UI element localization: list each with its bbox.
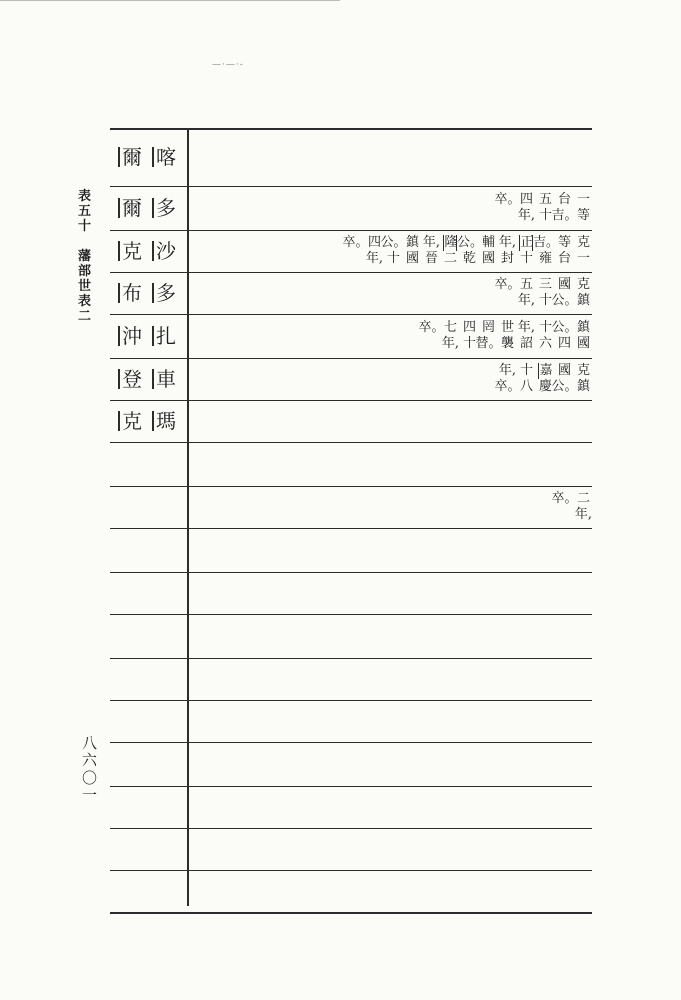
entry-char: 鎮 [576, 320, 590, 335]
entry-char: 卒。 [494, 379, 521, 394]
entry-char: 一 [576, 251, 590, 266]
page-number-char: 八 [82, 734, 98, 752]
table-rule [110, 272, 592, 273]
entry-char: 國 [481, 251, 495, 266]
name-char: 沖 [118, 326, 142, 346]
table-rule [110, 230, 592, 231]
table-rule [110, 128, 592, 130]
entry-char: 年, [422, 235, 441, 250]
entry-column [517, 277, 536, 309]
entry-column [574, 277, 593, 309]
entry-text [342, 235, 593, 267]
entry-column [517, 192, 536, 224]
side-title-char: 五 [78, 203, 92, 219]
name-cell [118, 369, 176, 389]
name-cell [118, 198, 176, 218]
entry-column [551, 277, 578, 309]
entry-char: 十 [386, 251, 400, 266]
name-char: 克 [118, 241, 142, 261]
entry-char: 十 [462, 336, 476, 351]
entry-char: 三 [538, 277, 552, 292]
table-rule [110, 828, 592, 829]
entry-char: 卒。 [418, 320, 445, 335]
table-rule [110, 870, 592, 871]
entry-column [551, 363, 578, 395]
entry-char: 年, [498, 235, 517, 250]
entry-char: 國 [576, 336, 590, 351]
entry-char: 十 [519, 363, 533, 378]
entry-char: 年, [574, 507, 593, 522]
table-rule [110, 528, 592, 529]
entry-char: 一 [576, 192, 590, 207]
entry-char: 年, [517, 208, 536, 223]
name-char: 爾 [118, 198, 142, 218]
table-rule [110, 572, 592, 573]
entry-char: 十 [538, 208, 552, 223]
entry-column [498, 320, 517, 352]
page-number [82, 735, 97, 804]
entry-char: 公。 [551, 320, 578, 335]
entry-char: 鎮 [576, 379, 590, 394]
entry-char: 等 [557, 235, 571, 250]
side-title-char: 部 [78, 263, 92, 279]
side-title-char [82, 235, 87, 250]
name-char: 多 [152, 198, 176, 218]
page-number-char: 六 [82, 751, 98, 770]
table-rule [110, 786, 592, 787]
name-char: 沙 [152, 241, 176, 261]
entry-column [494, 192, 521, 224]
entry-char: 克 [576, 235, 590, 250]
name-cell [118, 411, 176, 431]
entry-column [494, 277, 521, 309]
entry-char: 年, [517, 293, 536, 308]
entry-text [418, 320, 593, 352]
entry-column [555, 235, 574, 267]
entry-char: 世 [500, 320, 514, 335]
entry-char: 卒。 [342, 235, 369, 250]
entry-column [380, 235, 407, 267]
page-number-char: 一 [82, 785, 98, 804]
table-rule [110, 912, 592, 914]
entry-char: 鎮 [576, 293, 590, 308]
entry-text [551, 491, 593, 523]
entry-char: 卒。 [551, 491, 578, 506]
entry-char: 國 [557, 277, 571, 292]
entry-text [494, 277, 593, 309]
entry-char: 七 [443, 320, 457, 335]
entry-column [418, 320, 445, 352]
entry-column [498, 235, 517, 267]
table-rule [110, 400, 592, 401]
entry-char: 慶 [538, 379, 552, 394]
entry-column [533, 235, 560, 267]
table-rule [110, 358, 592, 359]
entry-char: 十 [538, 320, 552, 335]
entry-char: 鎮 [405, 235, 419, 250]
name-char: 布 [118, 283, 142, 303]
page-number-char: 〇 [82, 768, 98, 787]
entry-column [403, 235, 422, 267]
entry-char: 國 [557, 363, 571, 378]
entry-char: 詔 [519, 336, 533, 351]
entry-char: 六 [538, 336, 552, 351]
entry-char: 八 [519, 379, 533, 394]
entry-char: 二 [443, 251, 457, 266]
name-char: 爾 [118, 147, 142, 167]
entry-column [574, 320, 593, 352]
name-char: 多 [152, 283, 176, 303]
entry-column [422, 235, 441, 267]
entry-char: 等 [576, 208, 590, 223]
entry-char: 四 [462, 320, 476, 335]
table-rule [110, 658, 592, 659]
entry-char: 公。 [457, 235, 484, 250]
table-rule [110, 486, 592, 487]
table-rule [110, 442, 592, 443]
side-title-char: 藩 [78, 248, 92, 264]
entry-char: 台 [557, 251, 571, 266]
entry-char: 國 [405, 251, 419, 266]
name-cell [118, 326, 176, 346]
entry-char: 台 [557, 192, 571, 207]
side-title-char: 表 [78, 189, 92, 204]
entry-char: 克 [576, 363, 590, 378]
entry-char: 隆 [444, 235, 458, 250]
entry-char: 卒。 [494, 277, 521, 292]
table-rule [110, 314, 592, 315]
entry-char: 年, [441, 336, 460, 351]
name-char: 登 [118, 369, 142, 389]
name-cell [118, 283, 176, 303]
name-char: 喀 [152, 147, 176, 167]
entry-char: 四 [557, 336, 571, 351]
side-title [78, 190, 91, 324]
scan-edge-line [0, 0, 340, 1]
table-rule [110, 700, 592, 701]
entry-char: 年, [517, 320, 536, 335]
scan-smudge: —·—·- [212, 60, 244, 70]
entry-char: 襲 [500, 336, 514, 351]
entry-char: 克 [576, 277, 590, 292]
side-title-char: 表 [78, 293, 92, 309]
name-char: 扎 [152, 326, 176, 346]
entry-column [574, 363, 593, 395]
entry-column [479, 235, 498, 267]
entry-text [494, 192, 593, 224]
entry-char: 乾 [462, 251, 476, 266]
side-title-char: 世 [78, 278, 92, 294]
entry-column [574, 491, 593, 523]
side-title-char: 十 [78, 218, 92, 234]
entry-column [517, 320, 536, 352]
entry-column [457, 235, 484, 267]
entry-char: 替。 [475, 336, 502, 351]
entry-char: 雍 [538, 251, 552, 266]
entry-char: 五 [519, 277, 533, 292]
entry-char: 十 [538, 293, 552, 308]
entry-char: 卒。 [494, 192, 521, 207]
entry-column [551, 320, 578, 352]
entry-char: 吉。 [533, 235, 560, 250]
side-title-char: 二 [78, 308, 92, 324]
table-rule [110, 614, 592, 615]
entry-column [551, 491, 578, 523]
entry-column [574, 235, 593, 267]
entry-char: 嘉 [539, 363, 553, 378]
entry-char: 罔 [481, 320, 495, 335]
entry-column [494, 363, 521, 395]
entry-char: 封 [500, 251, 514, 266]
entry-column [441, 320, 460, 352]
table-rule [110, 186, 592, 187]
entry-char: 晉 [424, 251, 438, 266]
entry-column [574, 192, 593, 224]
entry-char: 二 [576, 491, 590, 506]
entry-column [551, 192, 578, 224]
entry-char: 公。 [551, 379, 578, 394]
name-char: 瑪 [152, 411, 176, 431]
name-cell [118, 147, 176, 167]
name-char: 克 [118, 411, 142, 431]
entry-char: 年, [498, 363, 517, 378]
entry-char: 四 [519, 192, 533, 207]
entry-char: 四 [367, 235, 381, 250]
entry-char: 公。 [380, 235, 407, 250]
name-cell [118, 241, 176, 261]
name-char: 車 [152, 369, 176, 389]
entry-column [475, 320, 502, 352]
entry-char: 公。 [551, 293, 578, 308]
entry-char: 十 [519, 251, 533, 266]
entry-column [342, 235, 369, 267]
entry-char: 正 [520, 235, 534, 250]
entry-char: 年, [365, 251, 384, 266]
table-rule [110, 742, 592, 743]
entry-char: 五 [538, 192, 552, 207]
entry-column [517, 363, 536, 395]
entry-text [494, 363, 593, 395]
entry-char: 吉。 [551, 208, 578, 223]
entry-char: 輔 [481, 235, 495, 250]
table-name-divider [187, 128, 189, 906]
